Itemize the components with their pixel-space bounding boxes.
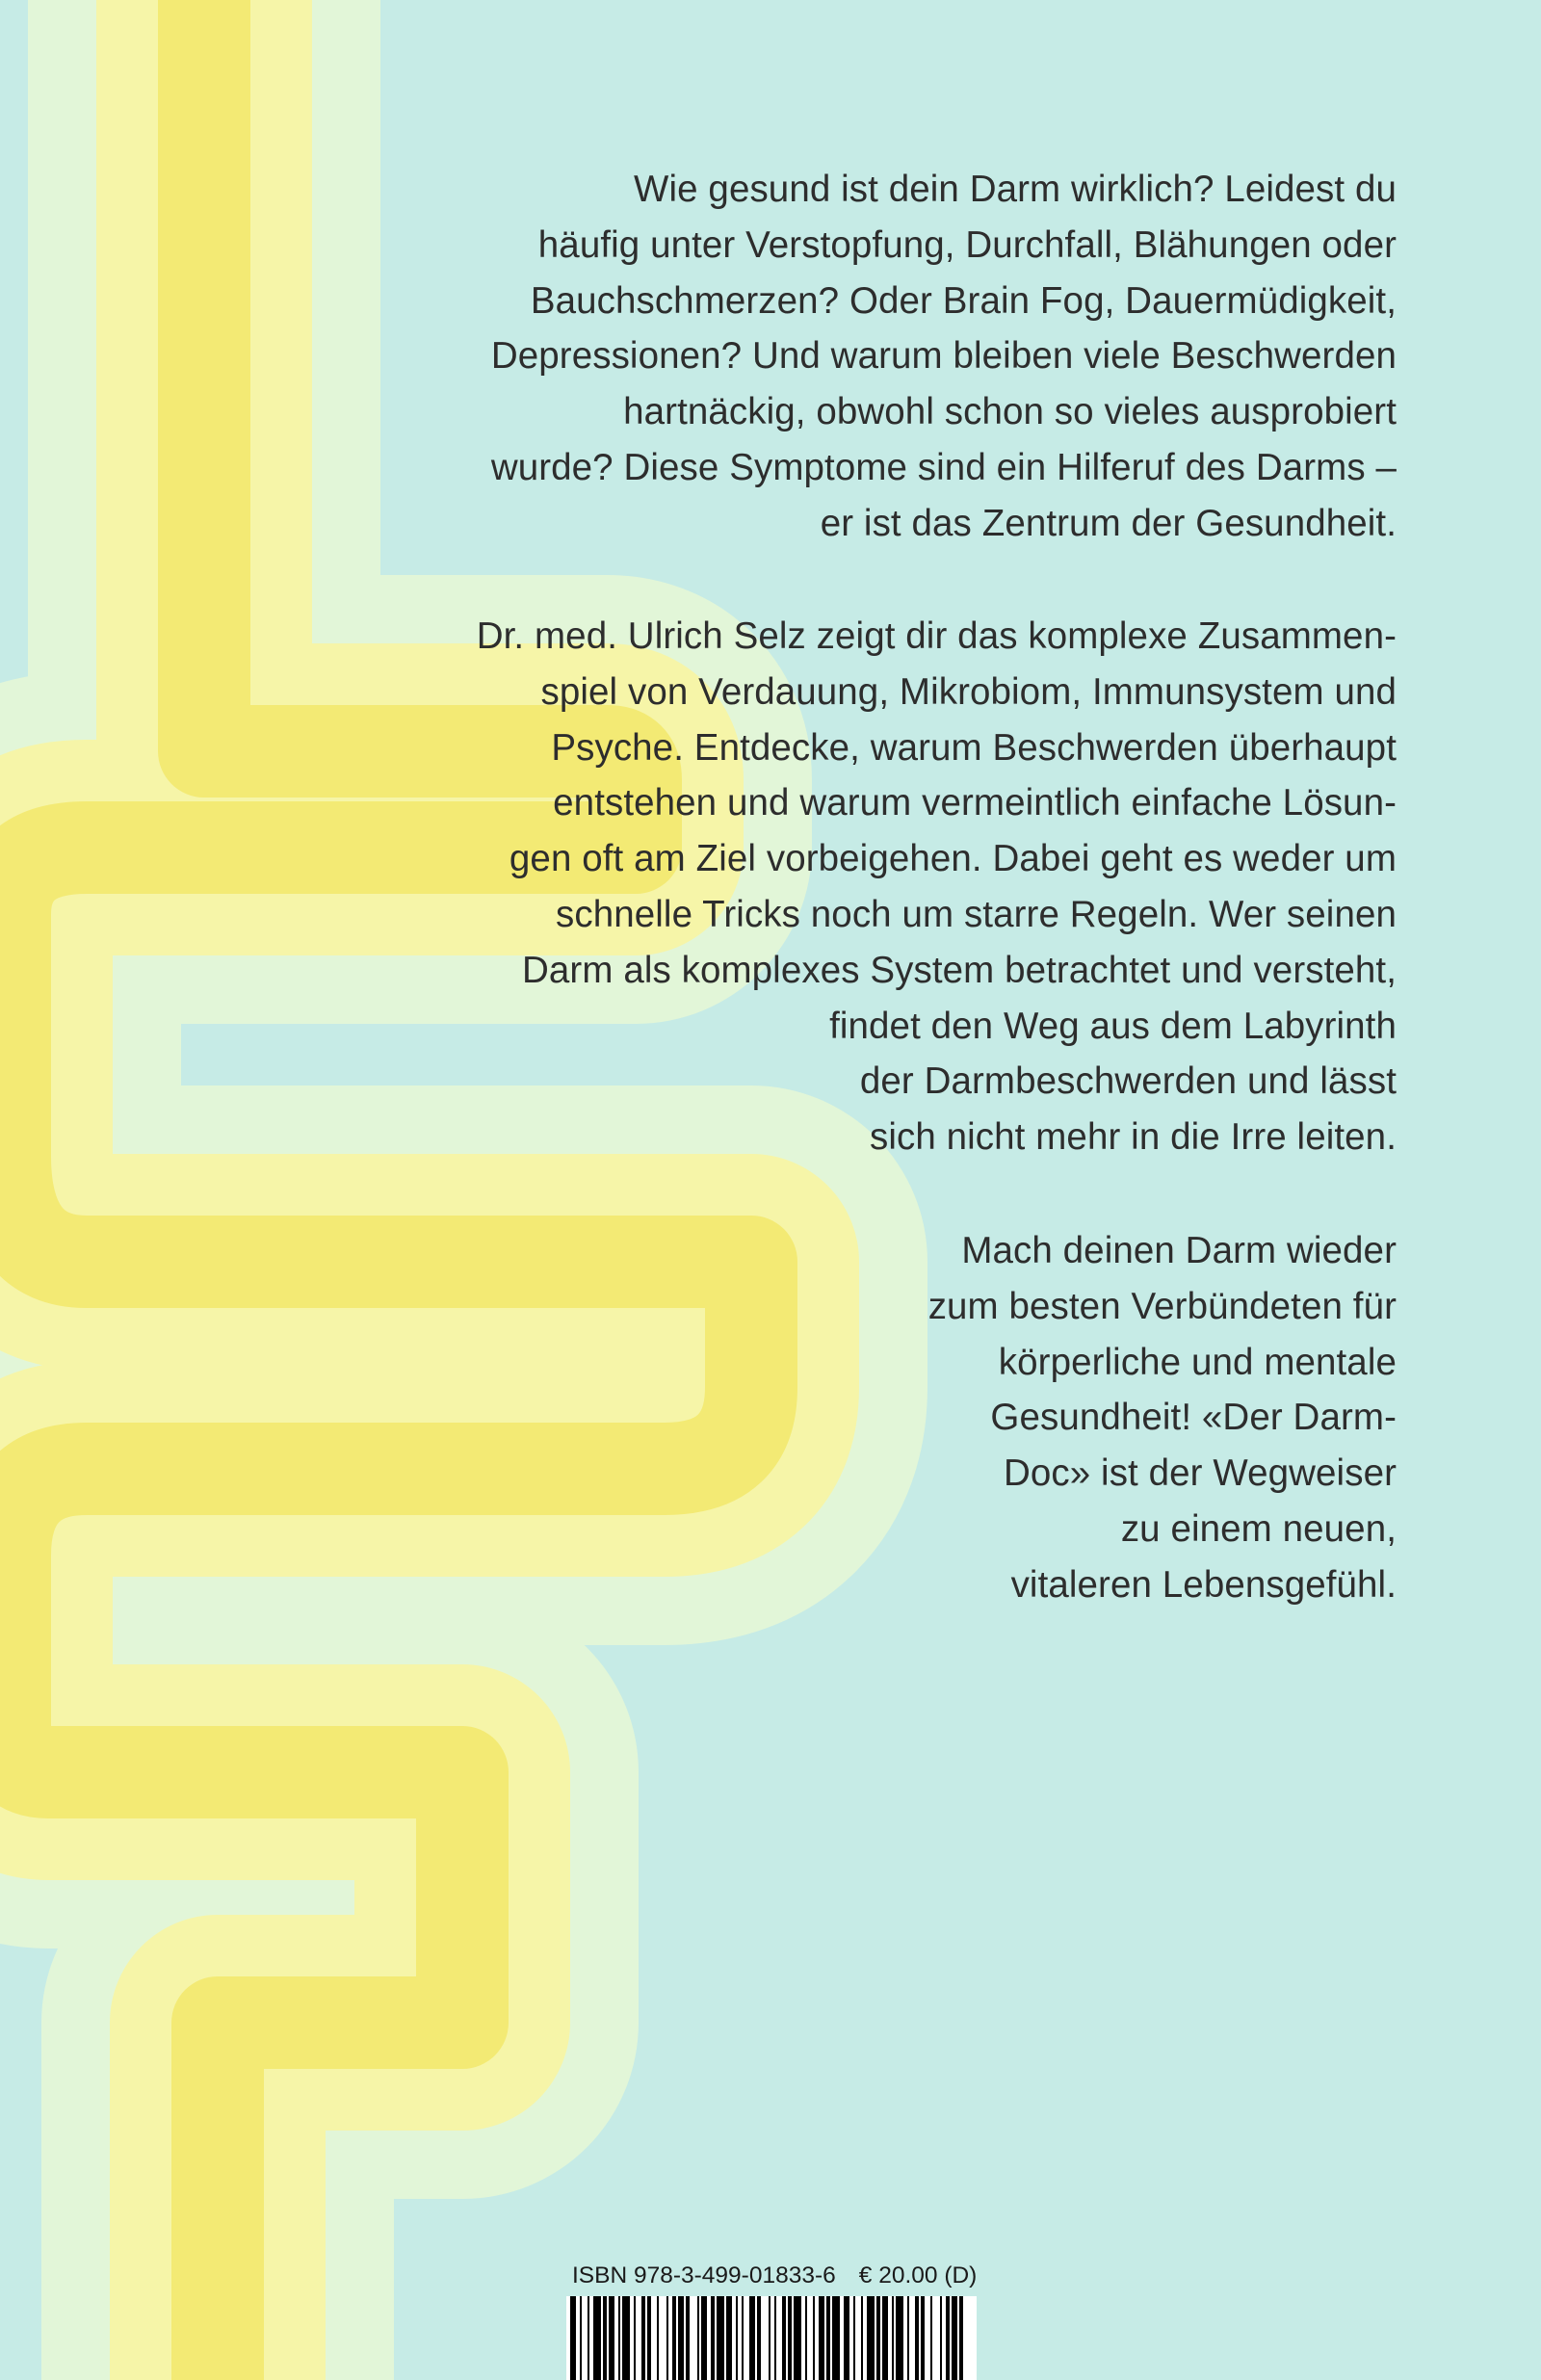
blurb-line: zu einem neuen, <box>1120 1507 1397 1550</box>
blurb-line: häufig unter Verstopfung, Durchfall, Blähungen oder <box>537 223 1397 266</box>
barcode-bar <box>876 2296 880 2380</box>
barcode-bar <box>697 2296 699 2380</box>
barcode-bar <box>805 2296 807 2380</box>
blurb-line: wurde? Diese Symptome sind ein Hilferuf des Darms – <box>490 446 1397 488</box>
barcode-bar <box>826 2296 830 2380</box>
barcode <box>566 2296 977 2380</box>
barcode-bar <box>915 2296 919 2380</box>
barcode-bar <box>788 2296 792 2380</box>
barcode-bar <box>867 2296 875 2380</box>
barcode-bar <box>813 2296 815 2380</box>
barcode-bar <box>861 2296 863 2380</box>
blurb-line: findet den Weg aus dem Labyrinth <box>829 1005 1397 1047</box>
barcode-bar <box>647 2296 651 2380</box>
blurb-line: vitaleren Lebensgefühl. <box>1010 1563 1397 1606</box>
barcode-bar <box>603 2296 607 2380</box>
barcode-bar <box>896 2296 903 2380</box>
barcode-bar <box>609 2296 614 2380</box>
barcode-bar <box>782 2296 786 2380</box>
blurb-line: Mach deinen Darm wieder <box>961 1230 1397 1271</box>
blurb-line: spiel von Verdauung, Mikrobiom, Immunsystem und <box>540 670 1397 713</box>
barcode-bar <box>570 2296 576 2380</box>
barcode-bar <box>657 2296 659 2380</box>
blurb-line: Depressionen? Und warum bleiben viele Beschwerden <box>490 335 1397 378</box>
barcode-bar <box>593 2296 601 2380</box>
barcode-bar <box>794 2296 801 2380</box>
blurb-paragraph-1 <box>395 162 1397 552</box>
barcode-bar <box>686 2296 690 2380</box>
barcode-bar <box>892 2296 894 2380</box>
barcode-bar <box>749 2296 755 2380</box>
barcode-bar <box>726 2296 732 2380</box>
barcode-bar <box>774 2296 776 2380</box>
blurb-line: sich nicht mehr in die Irre leiten. <box>869 1116 1397 1159</box>
blurb-line: entstehen und warum vermeintlich einfache Lösun- <box>553 782 1397 824</box>
blurb-line: hartnäckig, obwohl schon so vieles ausprobiert <box>623 391 1397 433</box>
blurb-line: zum besten Verbündeten für <box>927 1285 1397 1327</box>
barcode-bar <box>701 2296 707 2380</box>
barcode-bar <box>666 2296 668 2380</box>
blurb-line: der Darmbeschwerden und lässt <box>859 1060 1397 1103</box>
blurb-line: schnelle Tricks noch um starre Regeln. Wer seinen <box>556 893 1397 935</box>
barcode-bar <box>921 2296 925 2380</box>
blurb-line: Gesundheit! «Der Darm- <box>990 1397 1397 1439</box>
barcode-bar <box>580 2296 582 2380</box>
barcode-bar <box>717 2296 724 2380</box>
blurb-paragraph-2 <box>395 609 1397 1165</box>
blurb-line: Wie gesund ist dein Darm wirklich? Leidest du <box>634 169 1397 210</box>
barcode-bar <box>946 2296 950 2380</box>
barcode-bar <box>819 2296 824 2380</box>
isbn-price-line <box>572 2262 977 2289</box>
blurb-line: Darm als komplexes System betrachtet und versteht, <box>522 949 1397 991</box>
blurb-line: körperliche und mentale <box>998 1341 1397 1383</box>
barcode-bar <box>844 2296 849 2380</box>
blurb-line: Psyche. Entdecke, warum Beschwerden überhaupt <box>551 726 1397 769</box>
barcode-bar <box>736 2296 738 2380</box>
barcode-bar <box>882 2296 888 2380</box>
barcode-bar <box>832 2296 840 2380</box>
barcode-bar <box>742 2296 744 2380</box>
barcode-bar <box>940 2296 942 2380</box>
barcode-bar <box>907 2296 909 2380</box>
barcode-bar <box>622 2296 630 2380</box>
barcode-bar <box>757 2296 761 2380</box>
barcode-bar <box>641 2296 645 2380</box>
price-text: € 20.00 (D) <box>858 2262 978 2288</box>
barcode-bar <box>618 2296 620 2380</box>
barcode-bar <box>634 2296 636 2380</box>
barcode-bar <box>588 2296 589 2380</box>
blurb-line: er ist das Zentrum der Gesundheit. <box>820 502 1397 544</box>
isbn-text: ISBN 978-3-499-01833-6 <box>572 2262 836 2288</box>
barcode-bar <box>711 2296 715 2380</box>
barcode-bar <box>769 2296 770 2380</box>
barcode-bar <box>930 2296 932 2380</box>
blurb-paragraph-3 <box>395 1223 1397 1613</box>
blurb-line: gen oft am Ziel vorbeigehen. Dabei geht es weder um <box>509 838 1397 880</box>
barcode-bar <box>853 2296 855 2380</box>
blurb-line: Doc» ist der Wegweiser <box>1003 1452 1397 1495</box>
barcode-bar <box>959 2296 963 2380</box>
barcode-bar <box>672 2296 676 2380</box>
barcode-bar <box>678 2296 684 2380</box>
blurb-line: Dr. med. Ulrich Selz zeigt dir das komplexe Zusammen- <box>476 615 1397 657</box>
blurb-line: Bauchschmerzen? Oder Brain Fog, Dauermüdigkeit, <box>530 279 1397 322</box>
barcode-bar <box>952 2296 957 2380</box>
